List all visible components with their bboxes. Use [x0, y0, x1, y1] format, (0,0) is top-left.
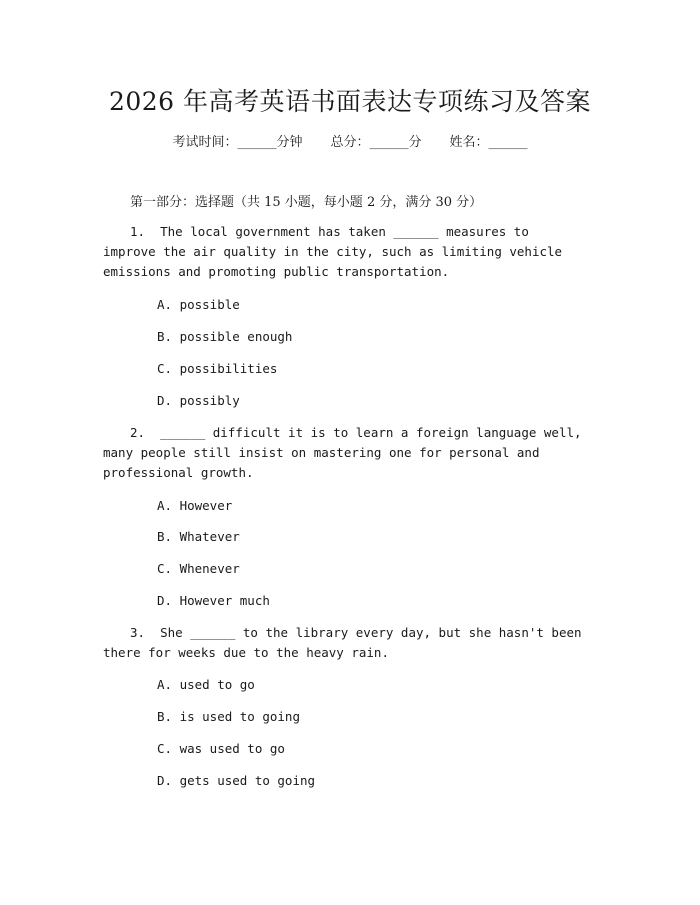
- option-1c: C. possibilities: [157, 361, 278, 376]
- question-stem-1: 1. The local government has taken ______ measures to improve the air quality in the city, such as limiting vehicle emissions and promoting public transportation.: [103, 224, 570, 279]
- option-1a: A. possible: [157, 297, 240, 312]
- section-heading: 第一部分：选择题（共 15 小题，每小题 2 分，满分 30 分）: [130, 195, 483, 210]
- question-stem-3: 3. She ______ to the library every day, but she hasn't been there for weeks due to the heavy rain.: [103, 625, 590, 660]
- exam-meta: [0, 131, 700, 150]
- option-2b: B. Whatever: [157, 529, 240, 544]
- page-title: 2026 年高考英语书面表达专项练习及答案: [108, 87, 592, 116]
- exam-time: 考试时间：______分钟: [172, 135, 303, 150]
- option-2c: C. Whenever: [157, 561, 240, 576]
- question-stem-2: 2. ______ difficult it is to learn a foreign language well, many people still insist on mastering one for personal and professional growth.: [103, 425, 590, 480]
- option-2d: D. However much: [157, 593, 270, 608]
- option-3c: C. was used to go: [157, 741, 285, 756]
- option-2a: A. However: [157, 498, 233, 513]
- total-score: 总分：______分: [330, 135, 422, 150]
- option-1d: D. possibly: [157, 393, 240, 408]
- student-name: 姓名：______: [449, 135, 528, 150]
- option-3b: B. is used to going: [157, 709, 300, 724]
- option-3a: A. used to go: [157, 677, 255, 692]
- option-3d: D. gets used to going: [157, 773, 316, 788]
- option-1b: B. possible enough: [157, 329, 293, 344]
